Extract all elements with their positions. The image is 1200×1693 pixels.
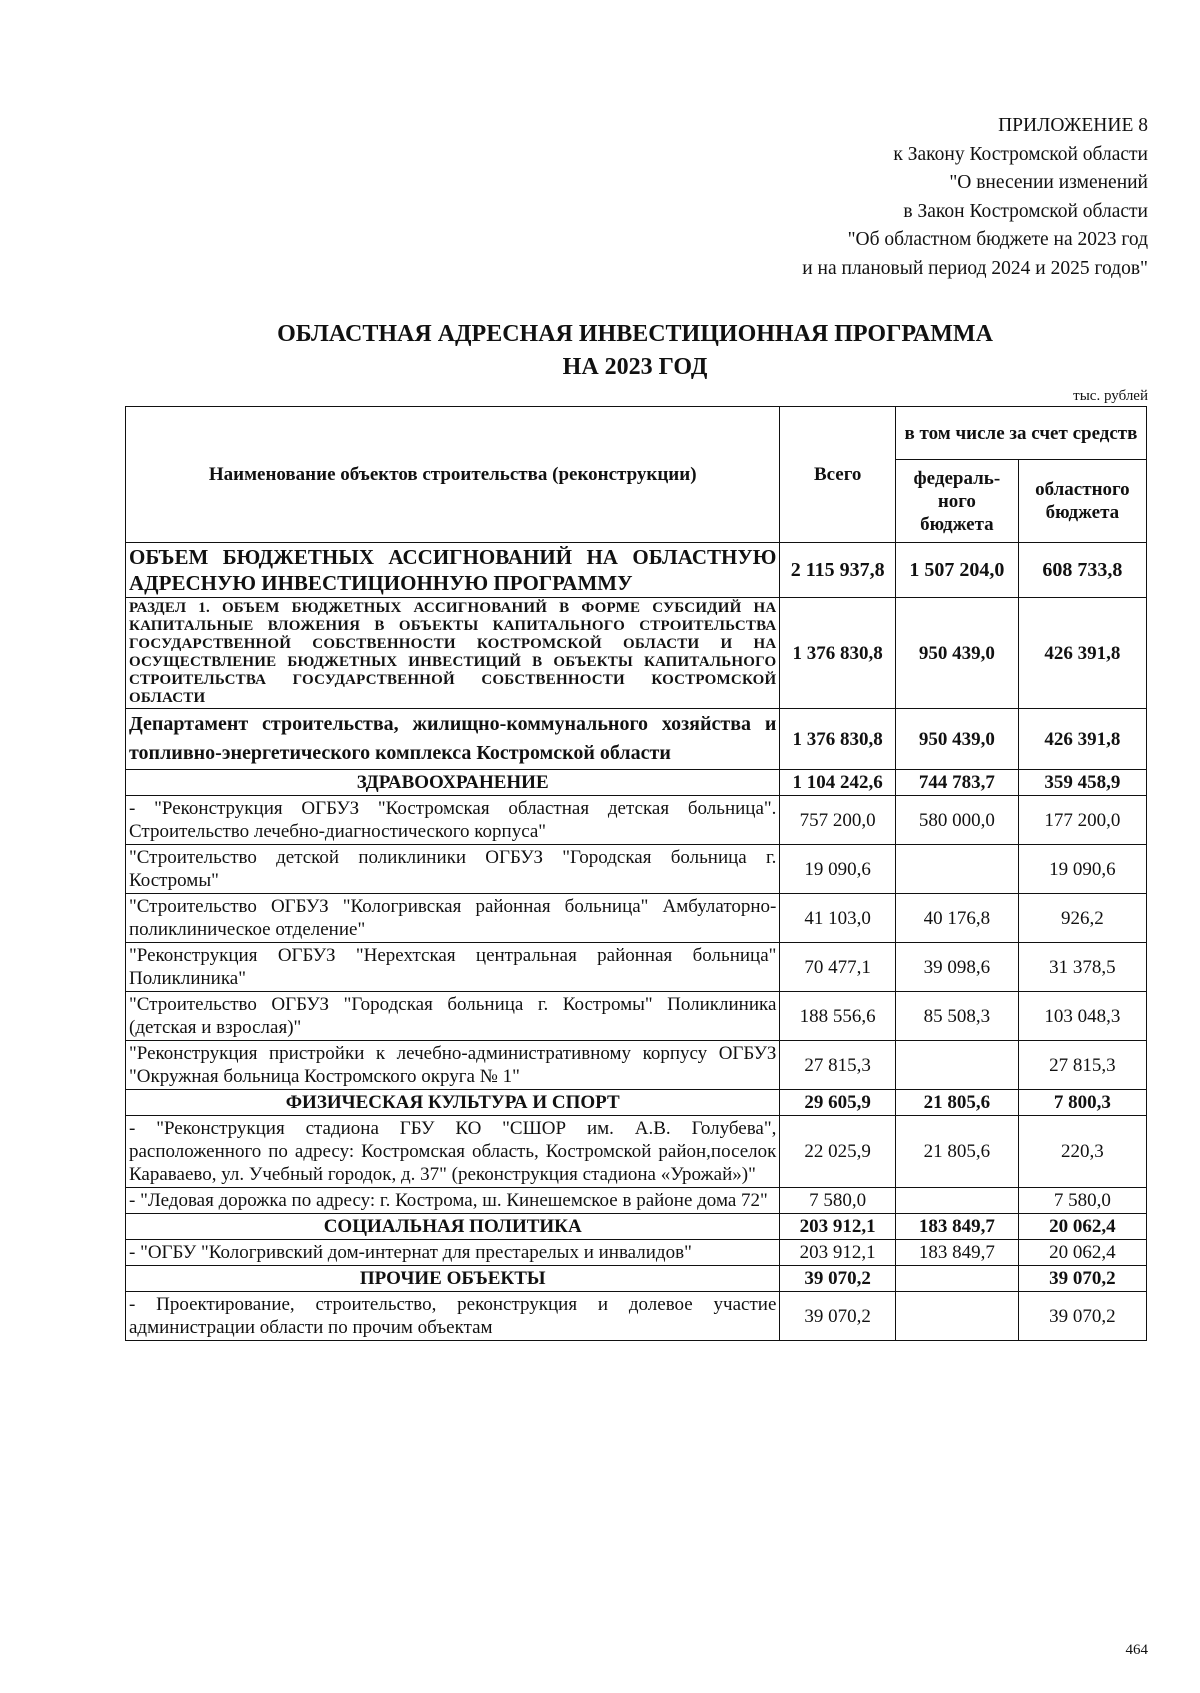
row-total: 1 376 830,8 xyxy=(780,598,896,709)
annex-line: и на плановый период 2024 и 2025 годов" xyxy=(802,257,1148,279)
row-regional: 7 800,3 xyxy=(1018,1090,1146,1116)
page-number: 464 xyxy=(1125,1642,1148,1658)
row-total: 1 104 242,6 xyxy=(780,770,896,796)
row-regional: 426 391,8 xyxy=(1018,598,1146,709)
row-name: "Строительство ОГБУЗ "Городская больница г. Костромы" Поликлиника (детская и взрослая)" xyxy=(126,992,780,1041)
investment-program-table xyxy=(125,406,1147,1341)
row-name: - "ОГБУ "Кологривский дом-интернат для престарелых и инвалидов" xyxy=(126,1240,780,1266)
row-total: 39 070,2 xyxy=(780,1292,896,1341)
row-federal xyxy=(895,1041,1018,1090)
row-federal xyxy=(895,845,1018,894)
row-name: - Проектирование, строительство, реконструкция и долевое участие администрации области по прочим объектам xyxy=(126,1292,780,1341)
table-row xyxy=(126,992,1147,1041)
row-name: "Реконструкция ОГБУЗ "Нерехтская центральная районная больница" Поликлиника" xyxy=(126,943,780,992)
row-federal: 39 098,6 xyxy=(895,943,1018,992)
row-name: РАЗДЕЛ 1. ОБЪЕМ БЮДЖЕТНЫХ АССИГНОВАНИЙ В ФОРМЕ СУБСИДИЙ НА КАПИТАЛЬНЫЕ ВЛОЖЕНИЯ В ОБЪЕКТЫ КАПИТАЛЬНОГО СТРОИТЕЛЬСТВА ГОСУДАРСТВЕННОЙ СОБСТВЕННОСТИ КОСТРОМСКОЙ ОБЛАСТИ И НА ОСУЩЕСТВЛЕНИЕ БЮДЖЕТНЫХ ИНВЕСТИЦИЙ В ОБЪЕКТЫ КАПИТАЛЬНОГО СТРОИТЕЛЬСТВА ГОСУДАРСТВЕННОЙ СОБСТВЕННОСТИ КОСТРОМСКОЙ ОБЛАСТИ xyxy=(126,598,780,709)
row-name: - "Реконструкция ОГБУЗ "Костромская областная детская больница". Строительство лечебно-диагностического корпуса" xyxy=(126,796,780,845)
row-regional: 359 458,9 xyxy=(1018,770,1146,796)
row-name: Департамент строительства, жилищно-коммунального хозяйства и топливно-энергетического комплекса Костромской области xyxy=(126,709,780,770)
row-name: - "Ледовая дорожка по адресу: г. Кострома, ш. Кинешемское в районе дома 72" xyxy=(126,1188,780,1214)
row-name: "Реконструкция пристройки к лечебно-административному корпусу ОГБУЗ "Окружная больница Костромского округа № 1" xyxy=(126,1041,780,1090)
table-row xyxy=(126,894,1147,943)
row-federal xyxy=(895,1188,1018,1214)
table-row xyxy=(126,598,1147,709)
table-row xyxy=(126,1188,1147,1214)
row-total: 1 376 830,8 xyxy=(780,709,896,770)
row-regional: 177 200,0 xyxy=(1018,796,1146,845)
row-total: 203 912,1 xyxy=(780,1214,896,1240)
annex-line: "О внесении изменений xyxy=(949,172,1148,193)
units-label: тыс. рублей xyxy=(1073,388,1148,404)
table-row xyxy=(126,845,1147,894)
table-row xyxy=(126,709,1147,770)
annex-header xyxy=(802,112,1148,283)
row-total: 2 115 937,8 xyxy=(780,543,896,598)
row-regional: 220,3 xyxy=(1018,1116,1146,1188)
annex-line: к Закону Костромской области xyxy=(893,143,1148,165)
row-total: 29 605,9 xyxy=(780,1090,896,1116)
row-total: 41 103,0 xyxy=(780,894,896,943)
table-row xyxy=(126,543,1147,598)
row-name: - "Реконструкция стадиона ГБУ КО "СШОР им. А.В. Голубева", расположенного по адресу: Костромская область, Костромской район,поселок Караваево, ул. Учебный городок, д. 37" (реконструкция стадиона «Урожай»)" xyxy=(126,1116,780,1188)
row-total: 7 580,0 xyxy=(780,1188,896,1214)
row-federal: 744 783,7 xyxy=(895,770,1018,796)
document-title xyxy=(0,318,1200,384)
row-regional: 103 048,3 xyxy=(1018,992,1146,1041)
row-name: "Строительство ОГБУЗ "Кологривская районная больница" Амбулаторно-поликлиническое отделение" xyxy=(126,894,780,943)
row-regional: 27 815,3 xyxy=(1018,1041,1146,1090)
row-federal: 1 507 204,0 xyxy=(895,543,1018,598)
table-row xyxy=(126,1214,1147,1240)
row-total: 188 556,6 xyxy=(780,992,896,1041)
table-row xyxy=(126,1116,1147,1188)
row-federal: 85 508,3 xyxy=(895,992,1018,1041)
row-name: ЗДРАВООХРАНЕНИЕ xyxy=(126,770,780,796)
table-row xyxy=(126,1240,1147,1266)
annex-line: "Об областном бюджете на 2023 год xyxy=(847,229,1148,250)
row-federal: 183 849,7 xyxy=(895,1214,1018,1240)
header-name: Наименование объектов строительства (реконструкции) xyxy=(126,407,780,543)
row-regional: 608 733,8 xyxy=(1018,543,1146,598)
table-row xyxy=(126,796,1147,845)
annex-line: ПРИЛОЖЕНИЕ 8 xyxy=(998,115,1148,136)
row-name: СОЦИАЛЬНАЯ ПОЛИТИКА xyxy=(126,1214,780,1240)
table-row xyxy=(126,1090,1147,1116)
row-total: 39 070,2 xyxy=(780,1266,896,1292)
row-regional: 20 062,4 xyxy=(1018,1240,1146,1266)
row-total: 27 815,3 xyxy=(780,1041,896,1090)
row-name: ОБЪЕМ БЮДЖЕТНЫХ АССИГНОВАНИЙ НА ОБЛАСТНУЮ АДРЕСНУЮ ИНВЕСТИЦИОННУЮ ПРОГРАММУ xyxy=(126,543,780,598)
row-federal: 40 176,8 xyxy=(895,894,1018,943)
table-row xyxy=(126,1292,1147,1341)
row-regional: 20 062,4 xyxy=(1018,1214,1146,1240)
table-row xyxy=(126,943,1147,992)
row-name: ПРОЧИЕ ОБЪЕКТЫ xyxy=(126,1266,780,1292)
row-name: ФИЗИЧЕСКАЯ КУЛЬТУРА И СПОРТ xyxy=(126,1090,780,1116)
row-regional: 426 391,8 xyxy=(1018,709,1146,770)
row-regional: 39 070,2 xyxy=(1018,1292,1146,1341)
row-federal: 950 439,0 xyxy=(895,709,1018,770)
row-total: 70 477,1 xyxy=(780,943,896,992)
row-name: "Строительство детской поликлиники ОГБУЗ "Городская больница г. Костромы" xyxy=(126,845,780,894)
row-federal xyxy=(895,1266,1018,1292)
row-federal: 183 849,7 xyxy=(895,1240,1018,1266)
table-row xyxy=(126,1266,1147,1292)
row-regional: 926,2 xyxy=(1018,894,1146,943)
header-federal: федераль-ного бюджета xyxy=(895,460,1018,543)
row-total: 19 090,6 xyxy=(780,845,896,894)
row-regional: 7 580,0 xyxy=(1018,1188,1146,1214)
row-federal xyxy=(895,1292,1018,1341)
row-total: 203 912,1 xyxy=(780,1240,896,1266)
table-row xyxy=(126,1041,1147,1090)
row-total: 757 200,0 xyxy=(780,796,896,845)
row-regional: 31 378,5 xyxy=(1018,943,1146,992)
row-federal: 21 805,6 xyxy=(895,1090,1018,1116)
header-total: Всего xyxy=(780,407,896,543)
annex-line: в Закон Костромской области xyxy=(903,200,1148,222)
row-federal: 21 805,6 xyxy=(895,1116,1018,1188)
table-header-row xyxy=(126,407,1147,460)
document-title-line2: НА 2023 ГОД xyxy=(562,354,708,380)
document-title-line1: ОБЛАСТНАЯ АДРЕСНАЯ ИНВЕСТИЦИОННАЯ ПРОГРАММА xyxy=(277,321,993,347)
row-total: 22 025,9 xyxy=(780,1116,896,1188)
row-regional: 39 070,2 xyxy=(1018,1266,1146,1292)
row-federal: 580 000,0 xyxy=(895,796,1018,845)
header-including: в том числе за счет средств xyxy=(895,407,1146,460)
row-federal: 950 439,0 xyxy=(895,598,1018,709)
row-regional: 19 090,6 xyxy=(1018,845,1146,894)
header-regional: областного бюджета xyxy=(1018,460,1146,543)
table-row xyxy=(126,770,1147,796)
